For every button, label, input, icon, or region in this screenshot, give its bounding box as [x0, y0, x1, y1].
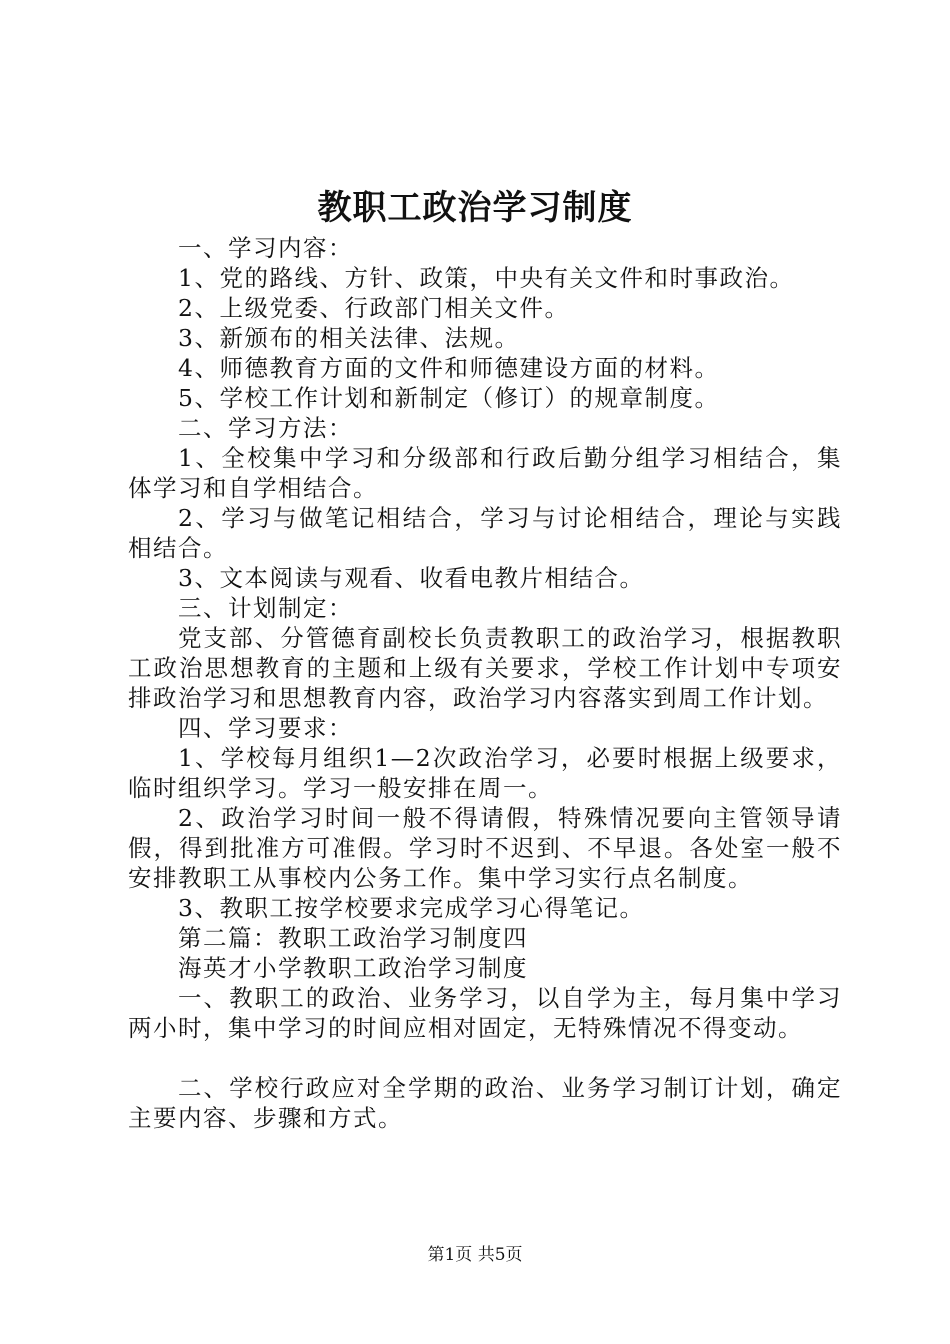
second-article-item-1: 一、教职工的政治、业务学习，以自学为主，每月集中学习两小时，集中学习的时间应相对固定，无特殊情况不得变动。	[128, 984, 842, 1042]
method-item-3: 3、文本阅读与观看、收看电教片相结合。	[178, 564, 645, 592]
second-article-heading: 第二篇：教职工政治学习制度四	[178, 924, 528, 952]
content-item-5: 5、学校工作计划和新制定（修订）的规章制度。	[178, 384, 720, 412]
plan-paragraph: 党支部、分管德育副校长负责教职工的政治学习，根据教职工政治思想教育的主题和上级有关要求，学校工作计划中专项安排政治学习和思想教育内容，政治学习内容落实到周工作计划。	[128, 624, 842, 712]
content-item-2: 2、上级党委、行政部门相关文件。	[178, 294, 570, 322]
method-item-1: 1、全校集中学习和分级部和行政后勤分组学习相结合，集体学习和自学相结合。	[128, 444, 842, 502]
second-article-item-2: 二、学校行政应对全学期的政治、业务学习制订计划，确定主要内容、步骤和方式。	[128, 1074, 842, 1132]
section-heading-requirements: 四、学习要求：	[178, 714, 353, 742]
page-footer: 第1页 共5页	[427, 1245, 523, 1265]
content-item-4: 4、师德教育方面的文件和师德建设方面的材料。	[178, 354, 720, 382]
content-item-1: 1、党的路线、方针、政策，中央有关文件和时事政治。	[178, 264, 795, 292]
document-title: 教职工政治学习制度	[317, 188, 633, 228]
requirement-item-1: 1、学校每月组织1—2次政治学习，必要时根据上级要求，临时组织学习。学习一般安排在周一。	[128, 744, 842, 802]
paragraph-gap	[128, 1043, 842, 1073]
document-body	[128, 233, 842, 1133]
requirement-item-2: 2、政治学习时间一般不得请假，特殊情况要向主管领导请假，得到批准方可准假。学习时不迟到、不早退。各处室一般不安排教职工从事校内公务工作。集中学习实行点名制度。	[128, 804, 842, 892]
section-heading-method: 二、学习方法：	[178, 414, 353, 442]
requirement-item-3: 3、教职工按学校要求完成学习心得笔记。	[178, 894, 645, 922]
second-article-title: 海英才小学教职工政治学习制度	[178, 954, 528, 982]
content-item-3: 3、新颁布的相关法律、法规。	[178, 324, 520, 352]
section-heading-plan: 三、计划制定：	[178, 594, 353, 622]
method-item-2: 2、学习与做笔记相结合，学习与讨论相结合，理论与实践相结合。	[128, 504, 842, 562]
section-heading-content: 一、学习内容：	[178, 234, 353, 262]
